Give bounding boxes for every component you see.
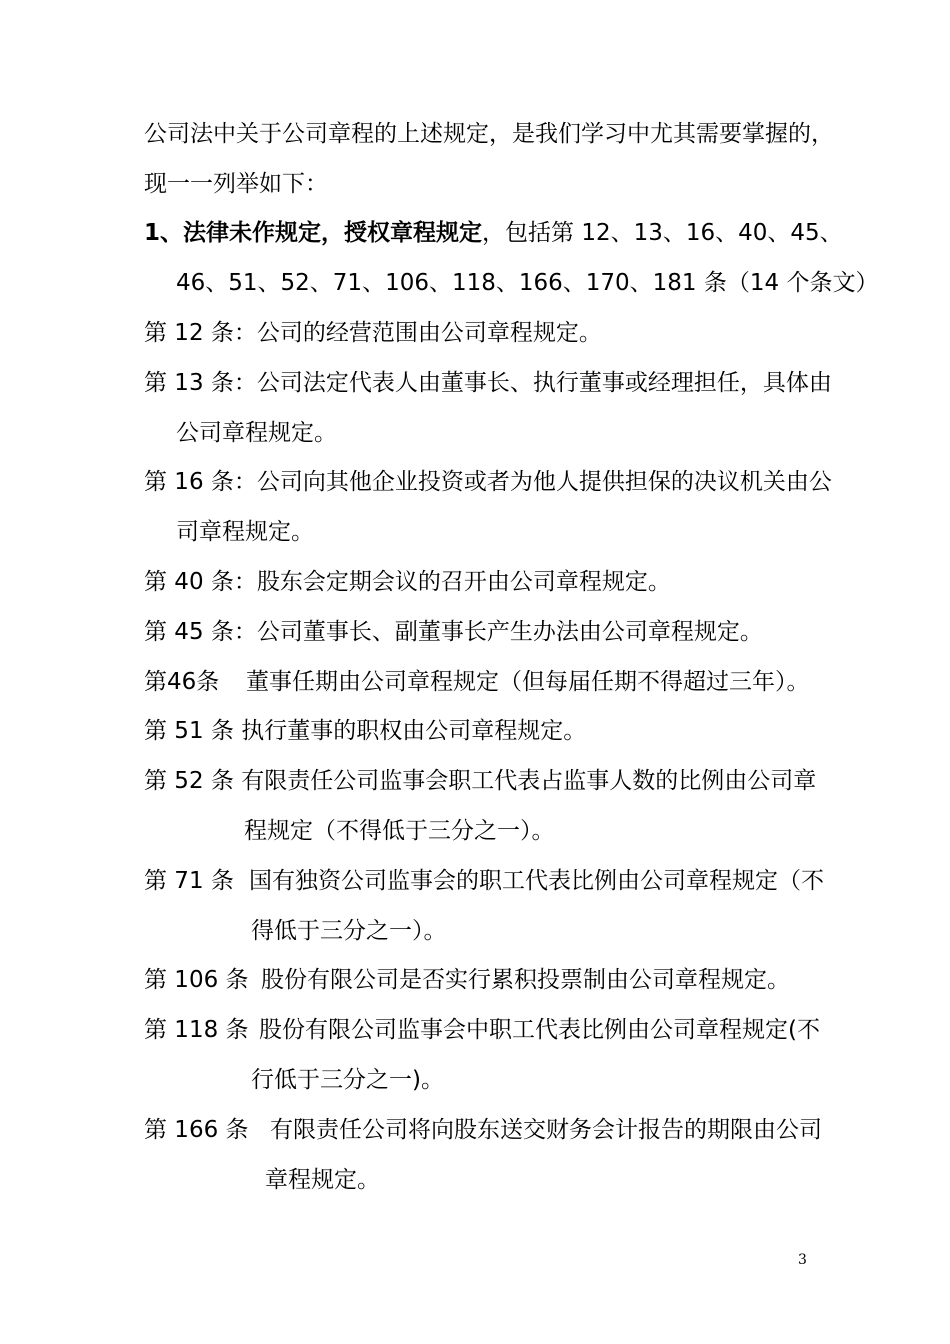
section-1-line-1 bbox=[144, 217, 843, 249]
article-12: 第 12 条：公司的经营范围由公司章程规定。 bbox=[144, 320, 602, 346]
article-52-line-1: 第 52 条 有限责任公司监事会职工代表占监事人数的比例由公司章 bbox=[144, 768, 817, 794]
article-16-line-2: 司章程规定。 bbox=[176, 519, 314, 545]
article-71-line-1: 国有独资公司监事会的职工代表比例由公司章程规定（不 bbox=[249, 868, 824, 894]
article-118-line-2: 行低于三分之一)。 bbox=[251, 1067, 444, 1093]
article-71-number: 第 71 条 bbox=[144, 868, 234, 894]
article-46-text: 董事任期由公司章程规定（但每届任期不得超过三年）。 bbox=[246, 669, 810, 695]
article-45: 第 45 条：公司董事长、副董事长产生办法由公司章程规定。 bbox=[144, 619, 763, 645]
intro-line-2: 现一一列举如下： bbox=[144, 171, 328, 197]
article-40: 第 40 条：股东会定期会议的召开由公司章程规定。 bbox=[144, 569, 671, 595]
intro-line-1: 公司法中关于公司章程的上述规定，是我们学习中尤其需要掌握的， bbox=[144, 121, 834, 147]
article-46-number: 第46条 bbox=[144, 669, 220, 695]
article-52-line-2: 程规定（不得低于三分之一）。 bbox=[244, 818, 555, 844]
article-166-number: 第 166 条 bbox=[144, 1117, 249, 1143]
section-1-line-2: 46、51、52、71、106、118、166、170、181 条（14 个条文） bbox=[176, 270, 879, 296]
article-106-number: 第 106 条 bbox=[144, 967, 249, 993]
article-71-line-2: 得低于三分之一）。 bbox=[251, 918, 447, 944]
article-118-number: 第 118 条 bbox=[144, 1017, 249, 1043]
article-166-line-2: 章程规定。 bbox=[265, 1167, 380, 1193]
article-106-text: 股份有限公司是否实行累积投票制由公司章程规定。 bbox=[261, 967, 790, 993]
article-166-line-1: 有限责任公司将向股东送交财务会计报告的期限由公司 bbox=[270, 1117, 822, 1143]
article-118-line-1: 股份有限公司监事会中职工代表比例由公司章程规定(不 bbox=[259, 1017, 820, 1043]
section-1-article-list: ，包括第 12、13、16、40、45、 bbox=[482, 220, 843, 246]
article-13-line-1: 第 13 条：公司法定代表人由董事长、执行董事或经理担任，具体由 bbox=[144, 370, 832, 396]
article-13-line-2: 公司章程规定。 bbox=[176, 420, 337, 446]
page-number: 3 bbox=[798, 1252, 807, 1268]
article-51: 第 51 条 执行董事的职权由公司章程规定。 bbox=[144, 718, 587, 744]
section-1-heading: 1、法律未作规定，授权章程规定 bbox=[144, 220, 483, 246]
article-16-line-1: 第 16 条：公司向其他企业投资或者为他人提供担保的决议机关由公 bbox=[144, 469, 832, 495]
